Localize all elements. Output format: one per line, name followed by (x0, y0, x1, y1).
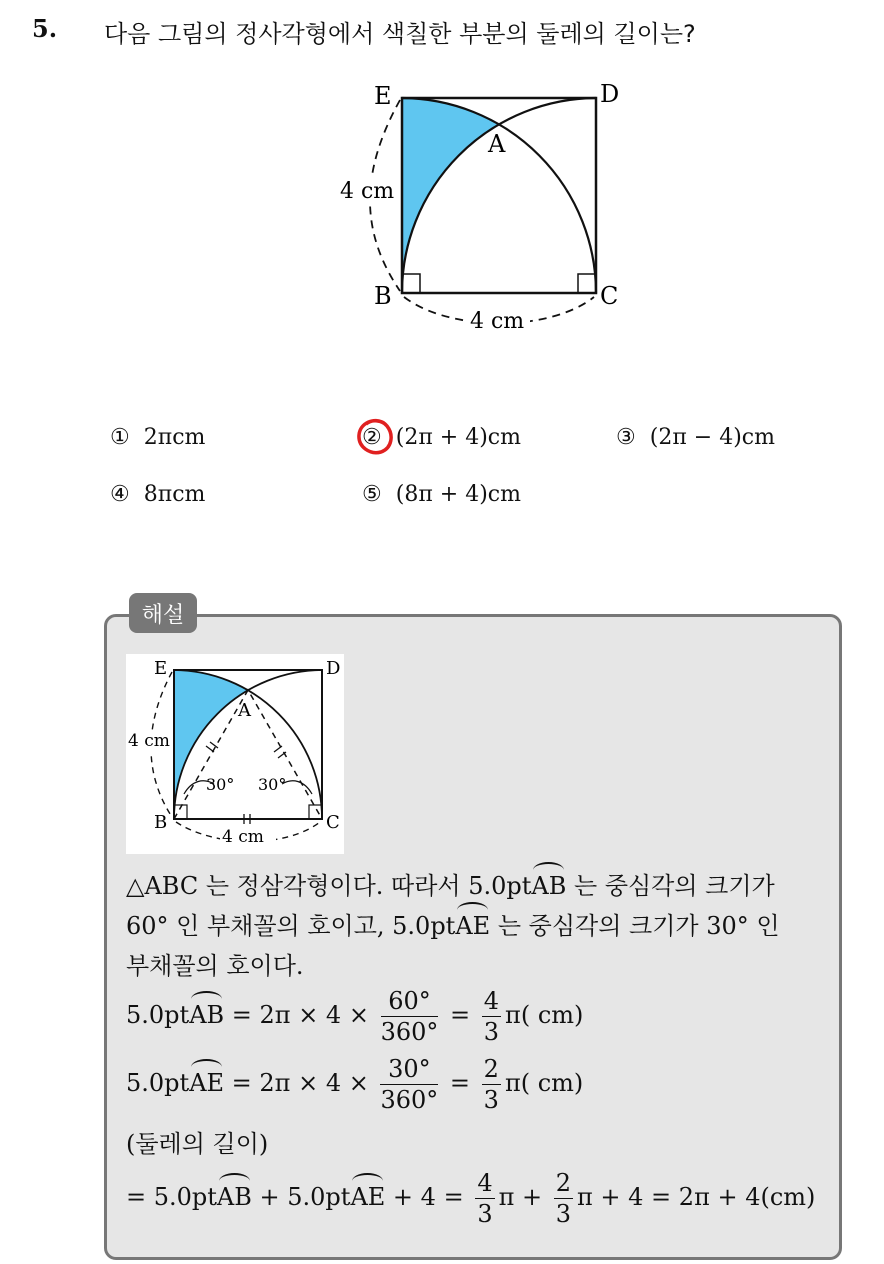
choice-5[interactable]: ⑤ (8π + 4)cm (362, 482, 521, 507)
solution-line-1: △ABC 는 정삼각형이다. 따라서 5.0ptAB 는 중심각의 크기가 (126, 872, 775, 900)
mini-label-a: A (238, 700, 251, 721)
choice-3[interactable]: ③ (2π − 4)cm (616, 425, 775, 450)
solution-line-3: 부채꼴의 호이다. (126, 952, 304, 980)
mini-angle-left: 30° (206, 775, 235, 794)
mini-side-bottom: 4 cm (222, 827, 264, 847)
choice-2[interactable]: ② (2π + 4)cm (362, 425, 521, 450)
label-e: E (374, 82, 392, 110)
label-d: D (600, 80, 620, 108)
mini-label-c: C (326, 812, 340, 833)
mini-label-b: B (154, 812, 168, 833)
mini-side-left: 4 cm (128, 731, 170, 751)
mini-angle-right: 30° (258, 775, 287, 794)
equation-perimeter: = 5.0ptAB + 5.0ptAE + 4 = $\frac{4}{3}$ π + $\frac{2}{3}$ π + 4 = 2π + 4(cm) (126, 1169, 816, 1228)
side-bottom-label: 4 cm (470, 309, 525, 334)
equation-ae: 5.0ptAE = 2π × 4 × $\frac{30^\circ}{360^\circ}$ = $\frac{2}{3}$ π( cm) (126, 1055, 584, 1114)
solution-line-2: 60° 인 부채꼴의 호이고, 5.0ptAE 는 중심각의 크기가 30° 인 (126, 912, 780, 940)
mini-label-d: D (326, 658, 341, 679)
question-number: 5. (32, 14, 58, 43)
mini-label-e: E (154, 658, 168, 679)
shaded-region (402, 98, 498, 293)
solution-figure (126, 654, 344, 854)
side-left-label: 4 cm (340, 179, 395, 204)
choice-1[interactable]: ① 2πcm (110, 425, 206, 450)
label-a: A (488, 130, 506, 158)
right-angle-b (402, 274, 420, 293)
main-figure (330, 72, 630, 342)
selected-answer-circle (354, 415, 396, 457)
label-c: C (600, 282, 619, 310)
label-b: B (374, 282, 392, 310)
choice-4[interactable]: ④ 8πcm (110, 482, 206, 507)
solution-badge: 해설 (129, 593, 197, 633)
right-angle-c (578, 274, 596, 293)
question-text: 다음 그림의 정사각형에서 색칠한 부분의 둘레의 길이는? (104, 20, 696, 48)
perimeter-label: (둘레의 길이) (126, 1130, 269, 1158)
equation-ab: 5.0ptAB = 2π × 4 × $\frac{60^\circ}{360^\circ}$ = $\frac{4}{3}$ π( cm) (126, 987, 584, 1046)
